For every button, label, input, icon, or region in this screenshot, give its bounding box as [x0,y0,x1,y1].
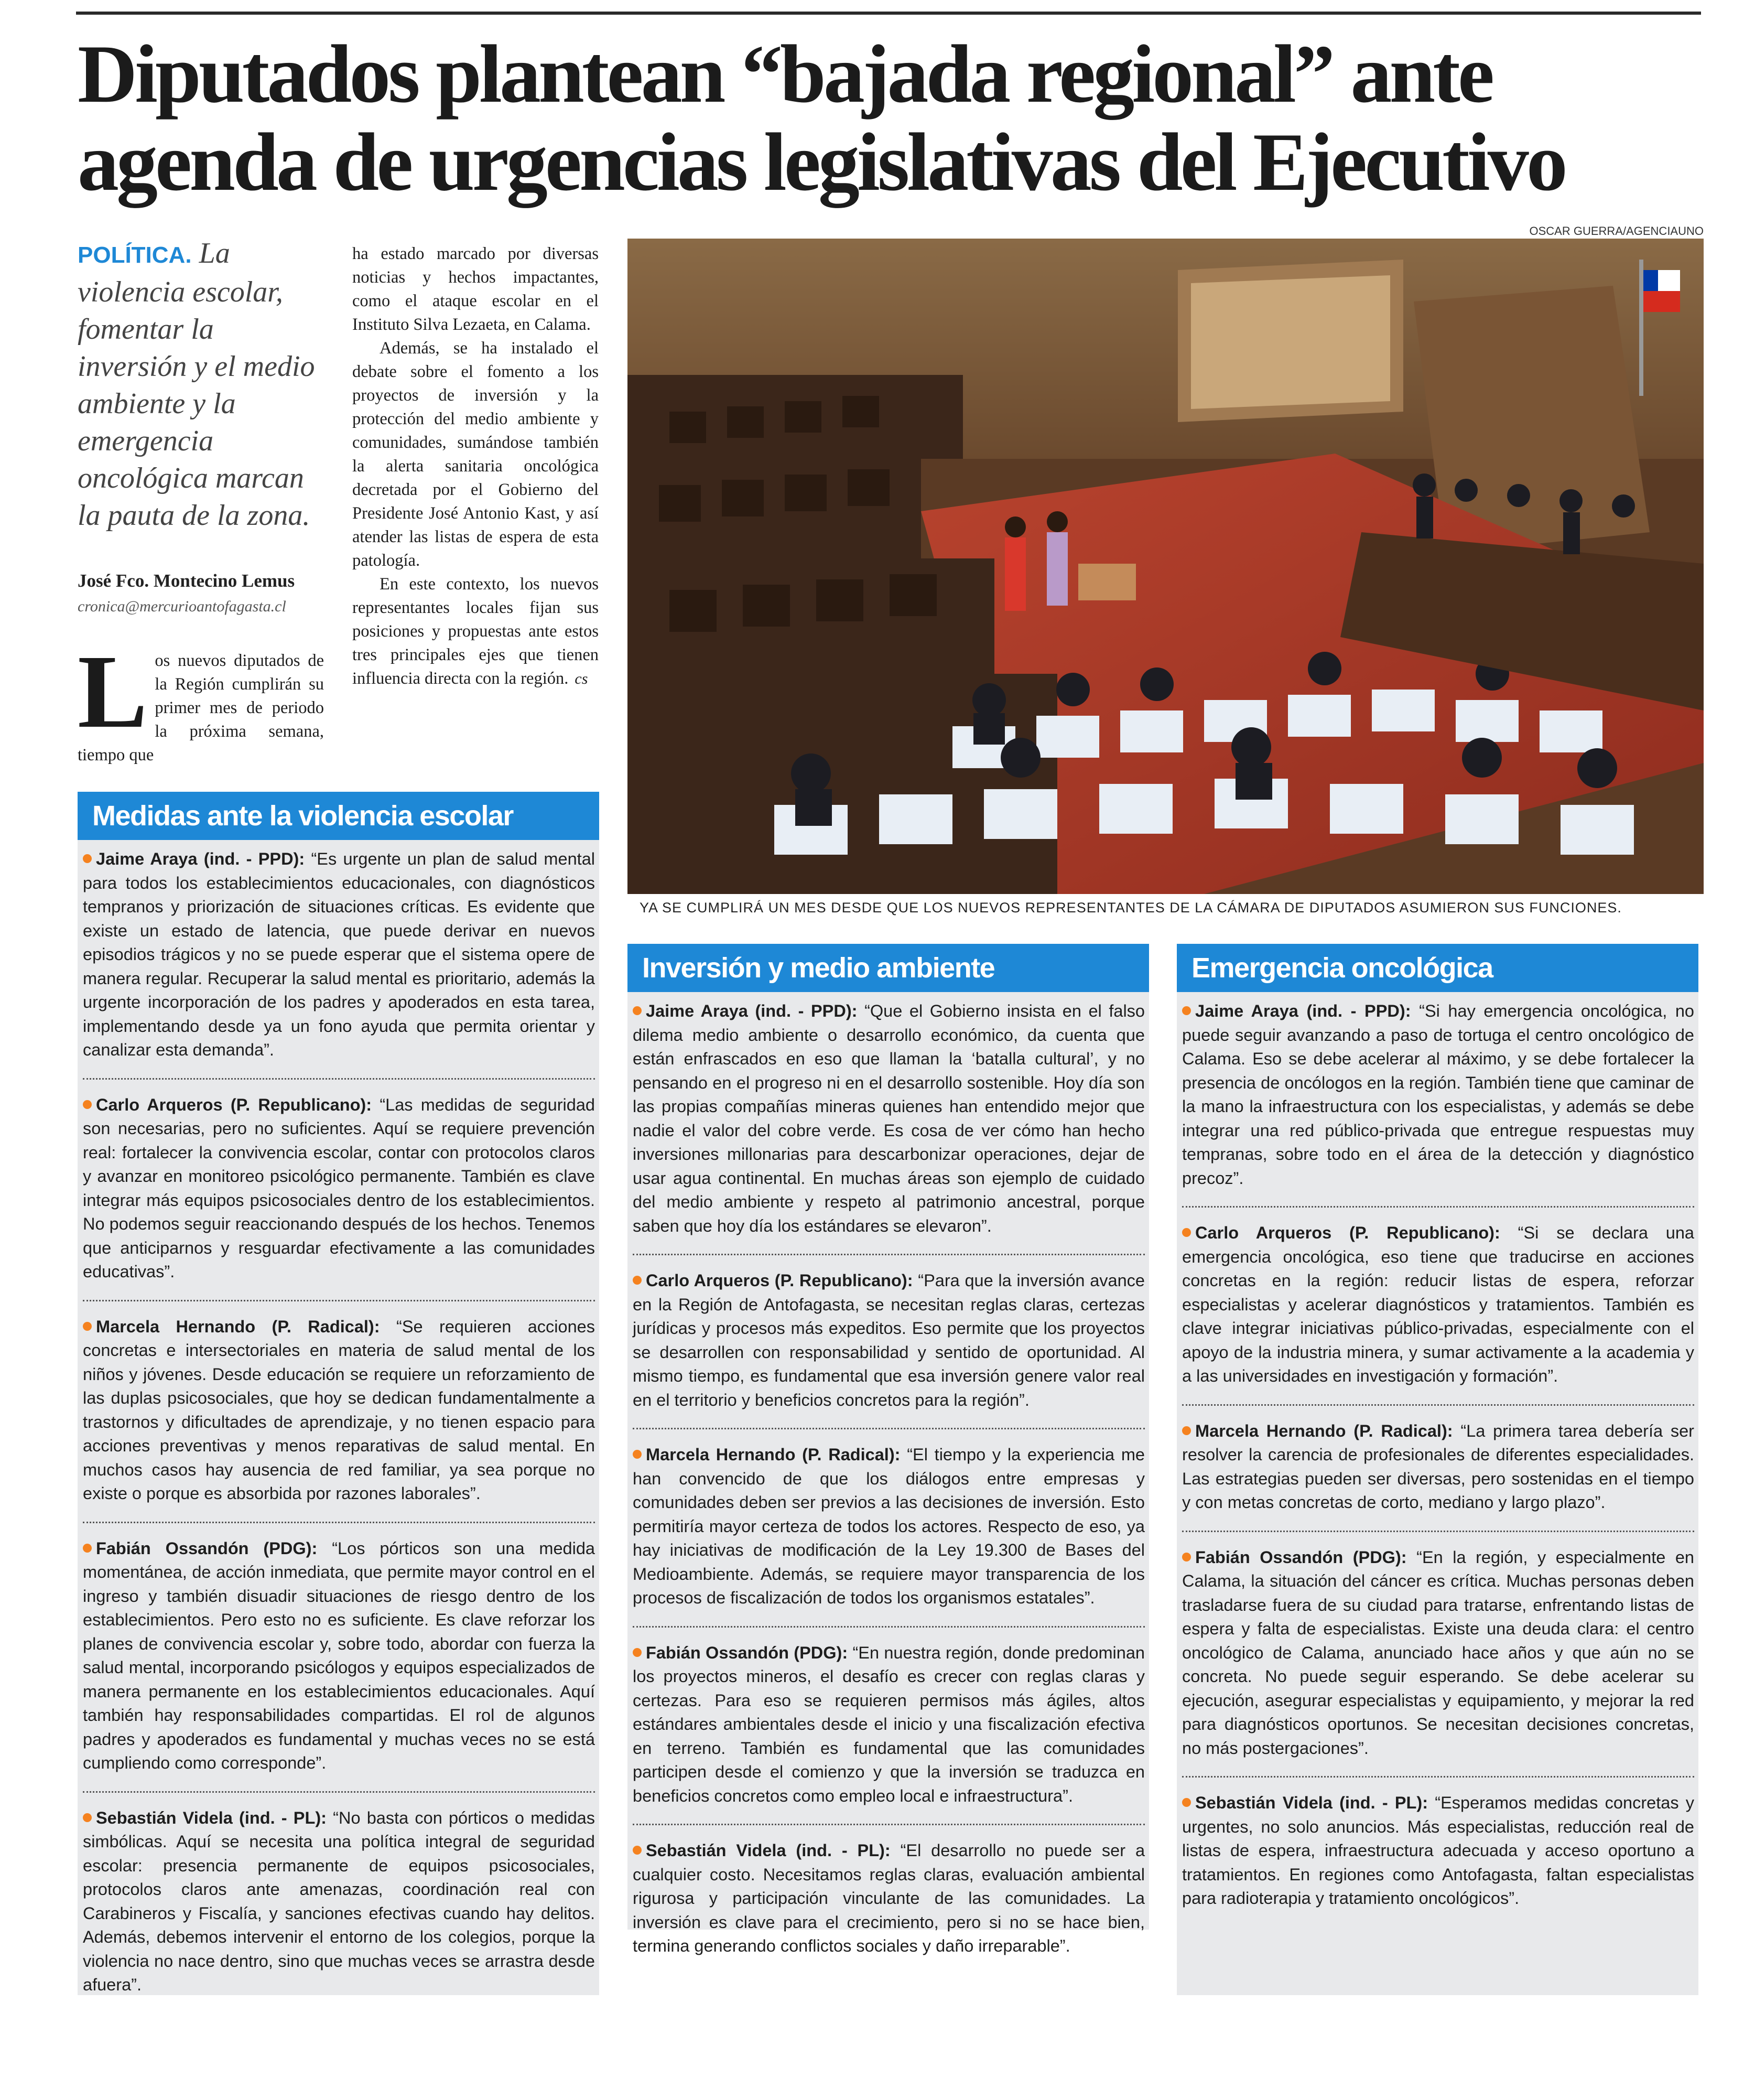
quote-entry [633,1428,1145,1626]
bullet-dot-icon [1182,1228,1191,1237]
speaker-name: Marcela Hernando (P. Radical): [96,1317,380,1336]
speaker-name: Carlo Arqueros (P. Republicano): [646,1271,913,1290]
bullet-dot-icon [633,1450,642,1459]
speaker-quote: “Esperamos medidas concretas y urgentes, no solo anuncios. Más especialistas, reducción real de listas de espera, infraestructura adecuada y acceso oportuno a tratamientos. En regiones como Antofagasta, faltan especialistas para radioterapia y tratamiento oncológicos”. [1182,1793,1695,1908]
speaker-name: Jaime Araya (ind. - PPD): [646,1001,858,1020]
bullet-dot-icon [1182,1006,1191,1015]
lead [78,235,324,534]
quote-entry [1182,1206,1694,1404]
bullet-dot-icon [1182,1553,1191,1561]
lead-text: La violencia escolar, fomentar la inversión y el medio ambiente y la emergencia oncológica marcan la pauta de la zona. [78,237,315,532]
bullet-dot-icon [1182,1426,1191,1435]
speaker-quote: “Es urgente un plan de salud mental para todos los establecimientos educacionales, con diagnósticos tempranos y priorización de situaciones críticas. Es evidente que existe un estado de latencia, que puede derivar en nuevos episodios trágicos y no se puede esperar que el sistema opere de manera regular. Recuperar la salud mental es prioritario, además la urgente incorporación de los padres y apoderados en esta tarea, implementando desde ya un fono ayuda que permita orientar y canalizar esta demanda”. [83,849,595,1059]
quote-entry [633,1254,1145,1428]
headline [78,30,1713,207]
quote-entry [633,1824,1145,1974]
bullet-dot-icon [83,1322,92,1331]
body-paragraph-4: En este contexto, los nuevos representantes locales fijan sus posiciones y propuestas ante estos tres principales ejes que tienen influencia directa con la región. [352,575,599,688]
bullet-dot-icon [83,854,92,863]
speaker-quote: “Los pórticos son una medida momentánea, de acción inmediata, que permite mayor control en el ingreso y también disuadir situaciones de riesgo dentro de los establecimientos. Pero esto no es suficiente. Es clave reforzar los planes de convivencia escolar y, sobre todo, abordar con fuerza la salud mental, incorporando psicólogos y equipos especializados de manera permanente en los establecimientos educacionales. Aquí también hay responsabilidades compartidas. El rol de algunos padres y apoderados es fundamental y muchas veces no se está cumpliendo como corresponde”. [83,1538,595,1772]
speaker-quote: “Se requieren acciones concretas e intersectoriales en materia de salud mental de los niños y jóvenes. Desde educación se requiere un reforzamiento de las duplas psicosociales, que hoy se dedican fundamentalmente a trastornos y dificultades de aprendizaje, y no tienen espacio para acciones preventivas y menos reparativas de salud mental. En muchos casos hay ausencia de red familiar, ya sea porque no existe o porque es absorbida por razones laborales”. [83,1317,595,1503]
bullet-dot-icon [83,1100,92,1109]
quote-entry [1182,992,1694,1206]
speaker-name: Fabián Ossandón (PDG): [96,1538,318,1558]
speaker-name: Carlo Arqueros (P. Republicano): [96,1095,372,1114]
quote-list [627,992,1149,1985]
speaker-name: Fabián Ossandón (PDG): [1195,1547,1407,1567]
speaker-quote: “El tiempo y la experiencia me han convencido de que los diálogos entre empresas y comunidades deben ser previos a las decisiones de inversión. Esto permitiría mayor certeza de todos los actores. Respecto de eso, ya hay iniciativas de modificación de la Ley 19.300 de Bases del Medioambiente. Además, se requiere mayor transparencia de los procesos de fiscalización de todos los organismos estatales”. [633,1445,1145,1607]
speaker-quote: “Las medidas de seguridad son necesarias, pero no suficientes. Aquí se requiere prevención real: fortalecer la convivencia escolar, contar con protocolos claros y avanzar en monitoreo psicológico permanente. También es clave integrar más equipos psicosociales dentro de los establecimientos. No podemos seguir reaccionando después de los hechos. Tenemos que anticiparnos y resguardar efectivamente a las comunidades educativas”. [83,1095,595,1281]
quote-entry [83,1300,595,1522]
author-email: cronica@mercurioantofagasta.cl [78,598,286,615]
bullet-dot-icon [83,1813,92,1822]
speaker-quote: “En la región, y especialmente en Calama, la situación del cáncer es crítica. Muchas personas deben trasladarse fuera de su ciudad para tratarse, enfrentando listas de espera y falta de especialistas. Existe una deuda clara: el centro oncológico de Calama, anunciado hace años y que aún no se concreta. No puede seguir esperando. Se debe acelerar su ejecución, asegurar especialistas y equipamiento, y mejorar la red para diagnósticos oportunos. Se necesitan decisiones concretas, no más postergaciones”. [1182,1547,1694,1758]
body-paragraph-3: Además, se ha instalado el debate sobre el fomento a los proyectos de inversión y la protección del medio ambiente y comunidades, sumándose también la alerta sanitaria oncológica decretada por el Gobierno del Presidente José Antonio Kast, y así atender las listas de espera de esta patología. [352,339,599,570]
speaker-name: Sebastián Videla (ind. - PL): [1195,1793,1428,1812]
drop-cap: L [78,634,148,750]
bullet-dot-icon [633,1648,642,1657]
speaker-name: Marcela Hernando (P. Radical): [1195,1421,1453,1440]
quote-list [78,840,599,2023]
bullet-dot-icon [633,1006,642,1015]
body-paragraph-2: ha estado marcado por diversas noticias y hechos impactantes, como el ataque escolar en el Instituto Silva Lezaeta, en Calama. [352,244,599,334]
quote-entry [83,1078,595,1300]
photo-caption: YA SE CUMPLIRÁ UN MES DESDE QUE LOS NUEVOS REPRESENTANTES DE LA CÁMARA DE DIPUTADOS ASUMIERON SUS FUNCIONES. [640,900,1622,916]
speaker-name: Carlo Arqueros (P. Republicano): [1195,1223,1500,1242]
headline-line-2: agenda de urgencias legislativas del Ejecutivo [78,116,1565,208]
speaker-name: Jaime Araya (ind. - PPD): [96,849,305,868]
speaker-quote: “El desarrollo no puede ser a cualquier costo. Necesitamos reglas claras, evaluación ambiental rigurosa y participación vinculante de las comunidades. La inversión es clave para el crecimiento, pero si no se hace bien, termina generando conflictos sociales y daño irreparable”. [633,1841,1145,1955]
quote-entry [83,1522,595,1791]
body-paragraph-1: os nuevos diputados de la Región cumplirán su primer mes de periodo la próxima semana, tiempo que [78,651,324,764]
speaker-quote: “La primera tarea debería ser resolver la carencia de profesionales de diferentes especialidades. Las estrategias pueden ser diversas, pero sostenidas en el tiempo y con metas concretas de corto, mediano y largo plazo”. [1182,1421,1694,1512]
speaker-quote: “Si se declara una emergencia oncológica, eso tiene que traducirse en acciones concretas en la región: reducir listas de espera, reforzar especialistas y acelerar diagnósticos y tratamientos. También es clave integrar iniciativas público-privadas, especialmente con el apoyo de la industria minera, y sumar activamente a la academia y a las universidades en investigación y formación”. [1182,1223,1694,1385]
author-name: José Fco. Montecino Lemus [78,570,295,591]
body-column-1 [78,634,324,767]
quote-entry [83,840,595,1078]
speaker-name: Fabián Ossandón (PDG): [646,1643,848,1662]
bullet-dot-icon [633,1276,642,1285]
quote-entry [633,1626,1145,1824]
speaker-quote: “En nuestra región, donde predominan los proyectos mineros, el desafío es crecer con reglas claras y certezas. Para eso se requieren permisos más ágiles, altos estándares ambientales desde el inicio y una fiscalización efectiva en terreno. También es fundamental que las comunidades participen desde el comienzo y que la inversión se traduzca en beneficios concretos como empleo local e infraestructura”. [633,1643,1145,1805]
quote-entry [1182,1404,1694,1531]
headline-line-1: Diputados plantean “bajada regional” ante [78,28,1492,120]
quote-list [1177,992,1698,1937]
top-rule [76,12,1701,15]
speaker-name: Jaime Araya (ind. - PPD): [1195,1001,1411,1020]
chamber-photo [627,239,1704,894]
bullet-dot-icon [83,1544,92,1553]
speaker-quote: “No basta con pórticos o medidas simbólicas. Aquí se necesita una política integral de seguridad escolar: presencia permanente de equipos psicosociales, protocolos claros ante amenazas, coordinación real con Carabineros y Fiscalía, y sanciones efectivas cuando hay delitos. Además, debemos intervenir el entorno de los colegios, porque la violencia no nace dentro, sino que muchas veces se arrastra desde afuera”. [83,1808,595,1994]
quote-entry [1182,1776,1694,1926]
end-mark: cs [575,670,588,687]
box-inversion-medio-ambiente [627,944,1149,1955]
speaker-name: Sebastián Videla (ind. - PL): [96,1808,327,1827]
box-title: Emergencia oncológica [1177,944,1698,992]
bullet-dot-icon [633,1846,642,1855]
speaker-name: Marcela Hernando (P. Radical): [646,1445,901,1464]
box-violencia-escolar [78,792,599,1995]
speaker-quote: “Que el Gobierno insista en el falso dilema medio ambiente o desarrollo económico, da cuenta que están enfrascados en eso que llaman la ‘batalla cultural’, y no pensando en el progreso ni en el desarrollo sostenible. Hoy día son las propias compañías mineras quienes han entendido mejor que nadie el valor del cobre verde. Es cosa de ver cómo han hecho inversiones millonarias para descarbonizar operaciones, dejar de usar agua continental. En muchas áreas son ejemplo de cuidado del medio ambiente y respeto al patrimonio ancestral, porque saben que hoy día los estándares se elevaron”. [633,1001,1145,1235]
speaker-name: Sebastián Videla (ind. - PL): [646,1841,891,1860]
section-kicker: POLÍTICA. [78,242,192,268]
quote-entry [1182,1531,1694,1776]
quote-entry [633,992,1145,1254]
photo-credit: OSCAR GUERRA/AGENCIAUNO [1529,224,1704,238]
speaker-quote: “Si hay emergencia oncológica, no puede seguir avanzando a paso de tortuga el centro oncológico de Calama. Eso se debe acelerar al máximo, y se debe fortalecer la presencia de oncólogos en la región. También tiene que caminar de la mano la infraestructura con los especialistas, y además se debe integrar una red público-privada que entregue respuestas muy tempranas, sobre todo en el área de la detección y diagnóstico precoz”. [1182,1001,1694,1188]
quote-entry [83,1791,595,2013]
box-title: Inversión y medio ambiente [627,944,1149,992]
body-column-2 [352,242,599,691]
speaker-quote: “Para que la inversión avance en la Región de Antofagasta, se necesitan reglas claras, certezas jurídicas y procesos más expeditos. Eso permite que los proyectos se desarrollen con responsabilidad y sentido de oportunidad. Al mismo tiempo, es fundamental que esa inversión genere valor real en el territorio y beneficios concretos para la región”. [633,1271,1145,1409]
box-emergencia-oncologica [1177,944,1698,1995]
bullet-dot-icon [1182,1798,1191,1807]
box-title: Medidas ante la violencia escolar [78,792,599,840]
